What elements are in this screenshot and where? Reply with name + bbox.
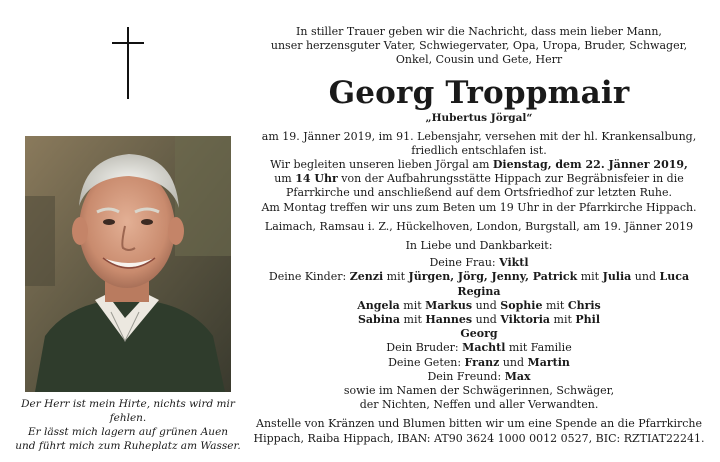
text-segment: Martin xyxy=(527,355,570,369)
text-segment: und xyxy=(472,298,501,312)
gratitude: In Liebe und Dankbarkeit: xyxy=(405,239,553,253)
quote-line: Der Herr ist mein Hirte, nichts wird mir fehlen. xyxy=(21,398,235,424)
nickname: „Hubertus Jörgal“ xyxy=(425,111,533,124)
text-segment: Sabina xyxy=(357,313,401,327)
text-segment: mit Familie xyxy=(505,341,572,355)
donation-line: Hippach, Raiba Hippach, IBAN: AT90 3624 1000 0012 0527, BIC: RZTIAT22241. xyxy=(253,431,705,445)
funeral-line xyxy=(246,172,712,186)
death-notice-line: friedlich entschlafen ist. xyxy=(411,143,547,157)
friend-line xyxy=(246,370,712,384)
text-segment: Hannes xyxy=(425,313,473,327)
text-segment: Dein Bruder: xyxy=(386,341,463,355)
wife-line xyxy=(246,256,712,270)
grandchildren-line xyxy=(246,313,712,327)
grandchildren-line xyxy=(246,299,712,313)
text-segment: mit xyxy=(383,270,409,284)
grandchildren-line xyxy=(246,327,712,341)
text-segment: Luca xyxy=(659,270,690,284)
prayer-line: Am Montag treffen wir uns zum Beten um 19 Uhr in der Pfarrkirche Hippach. xyxy=(261,200,697,214)
text-segment: Dein Freund: xyxy=(427,369,505,383)
text-segment: Dienstag, dem 22. Jänner 2019, xyxy=(492,158,688,172)
text-segment: Georg xyxy=(460,327,498,341)
funeral-line: Pfarrkirche und anschließend auf dem Ortsfriedhof zur letzten Ruhe. xyxy=(285,186,673,200)
notice-text xyxy=(246,0,712,446)
quote-line: und führt mich zum Ruheplatz am Wasser. xyxy=(15,440,241,452)
closing-line: der Nichten, Neffen und aller Verwandten. xyxy=(359,398,599,412)
text-segment: und xyxy=(499,355,528,369)
text-segment: Franz xyxy=(464,355,500,369)
text-segment: Deine Frau: xyxy=(429,256,500,270)
children-line xyxy=(246,270,712,284)
text-segment: Markus xyxy=(425,298,473,312)
geten-line xyxy=(246,356,712,370)
brother-line xyxy=(246,341,712,355)
text-segment: Chris xyxy=(567,298,601,312)
text-segment: Deine Kinder: xyxy=(268,270,350,284)
text-segment: mit xyxy=(399,298,426,312)
text-segment: Jürgen, Jörg, Jenny, Patrick xyxy=(408,270,578,284)
portrait-photo xyxy=(25,136,231,392)
text-segment: mit xyxy=(577,270,603,284)
places-date: Laimach, Ramsau i. Z., Hückelhoven, London, Burgstall, am 19. Jänner 2019 xyxy=(264,219,694,233)
psalm-quote xyxy=(10,397,246,453)
text-segment: mit xyxy=(542,298,568,312)
intro-line: In stiller Trauer geben wir die Nachricht, dass mein lieber Mann, xyxy=(296,25,662,38)
intro-line: unser herzensguter Vater, Schwiegervater, Opa, Uropa, Bruder, Schwager, xyxy=(270,39,688,53)
text-segment: und xyxy=(472,313,501,327)
text-segment: und xyxy=(631,270,660,284)
text-segment: Machtl xyxy=(462,341,506,355)
text-segment: mit xyxy=(550,313,576,327)
text-segment: Zenzi xyxy=(349,270,384,284)
text-segment: Viktl xyxy=(499,256,529,270)
funeral-line xyxy=(246,158,712,172)
cross-icon xyxy=(112,27,144,99)
text-segment: um xyxy=(274,172,296,186)
text-segment: Viktoria xyxy=(500,313,551,327)
text-segment: 14 Uhr xyxy=(295,172,338,186)
text-segment: Sophie xyxy=(500,298,543,312)
quote-line: Er lässt mich lagern auf grünen Auen xyxy=(27,426,229,438)
death-notice-line: am 19. Jänner 2019, im 91. Lebensjahr, versehen mit der hl. Krankensalbung, xyxy=(261,129,697,143)
text-segment: Regina xyxy=(457,284,501,298)
text-segment: Wir begleiten unseren lieben Jörgal am xyxy=(270,158,493,172)
text-segment: von der Aufbahrungsstätte Hippach zur Begräbnisfeier in die xyxy=(337,172,684,186)
intro-line: Onkel, Cousin und Gete, Herr xyxy=(395,53,563,67)
text-segment: Julia xyxy=(602,270,632,284)
closing-line: sowie im Namen der Schwägerinnen, Schwäger, xyxy=(343,384,615,398)
text-segment: Angela xyxy=(357,298,400,312)
text-segment: Max xyxy=(504,369,531,383)
children-line xyxy=(246,285,712,299)
text-segment: Phil xyxy=(575,313,601,327)
text-segment: Deine Geten: xyxy=(388,355,465,369)
donation-line: Anstelle von Kränzen und Blumen bitten wir um eine Spende an die Pfarrkirche xyxy=(256,417,702,431)
deceased-name: Georg Troppmair xyxy=(328,74,630,111)
text-segment: mit xyxy=(400,313,426,327)
